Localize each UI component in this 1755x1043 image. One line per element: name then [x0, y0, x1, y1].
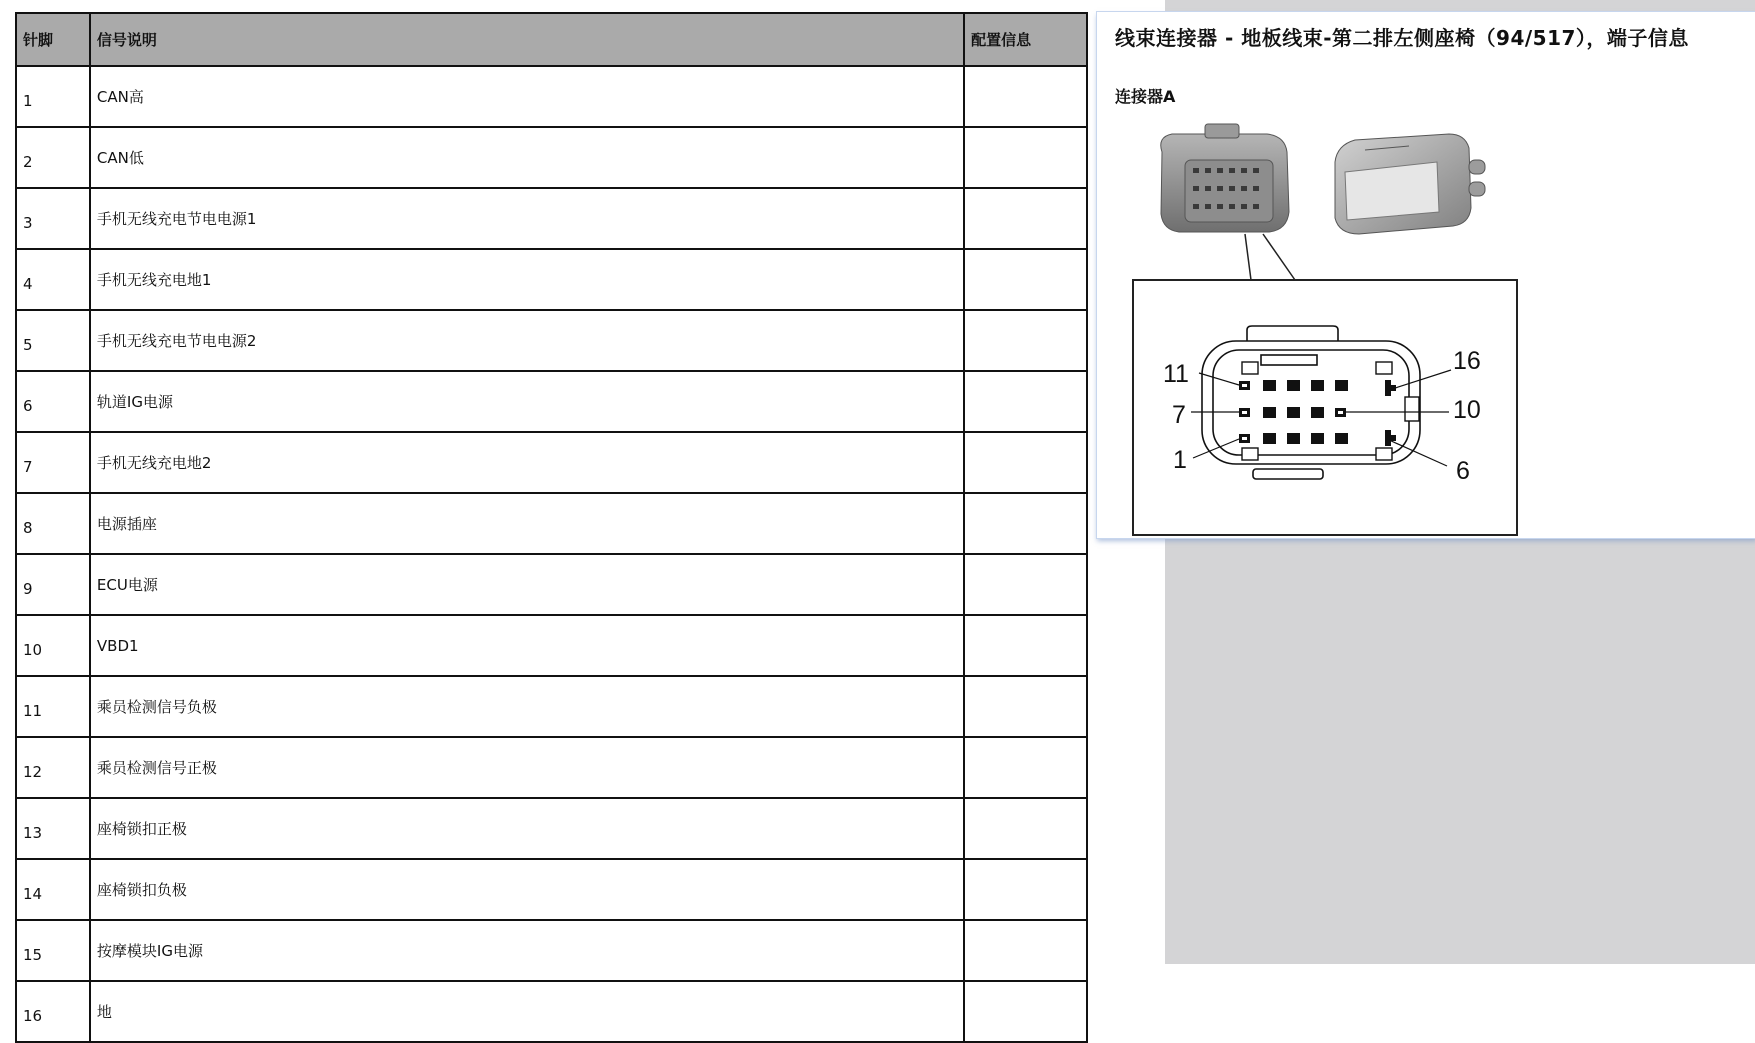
config-cell	[964, 432, 1087, 493]
male-connector-render	[1335, 134, 1485, 234]
table-row	[16, 127, 1087, 188]
table-header-row	[16, 13, 1087, 66]
pin-cell: 8	[16, 493, 90, 554]
table-row	[16, 798, 1087, 859]
signal-cell: 座椅锁扣正极	[90, 798, 964, 859]
table-row	[16, 188, 1087, 249]
connector-info-card	[1097, 12, 1755, 538]
signal-cell: 乘员检测信号正极	[90, 737, 964, 798]
pin-cell: 15	[16, 920, 90, 981]
config-cell	[964, 249, 1087, 310]
table-row	[16, 981, 1087, 1042]
callout-6: 6	[1456, 457, 1470, 485]
config-cell	[964, 920, 1087, 981]
config-cell	[964, 127, 1087, 188]
config-cell	[964, 859, 1087, 920]
signal-cell: 电源插座	[90, 493, 964, 554]
table-row	[16, 249, 1087, 310]
config-cell	[964, 66, 1087, 127]
pin-cell: 11	[16, 676, 90, 737]
signal-cell: CAN低	[90, 127, 964, 188]
pin-cell: 12	[16, 737, 90, 798]
config-cell	[964, 615, 1087, 676]
pin-cell: 4	[16, 249, 90, 310]
table-row	[16, 310, 1087, 371]
config-cell	[964, 188, 1087, 249]
callout-1: 1	[1173, 446, 1187, 474]
table-row	[16, 493, 1087, 554]
pin-cell: 3	[16, 188, 90, 249]
callout-16: 16	[1453, 347, 1481, 375]
table-row	[16, 737, 1087, 798]
female-connector-render	[1161, 124, 1289, 232]
signal-cell: 乘员检测信号负极	[90, 676, 964, 737]
signal-cell: ECU电源	[90, 554, 964, 615]
pin-cell: 2	[16, 127, 90, 188]
signal-cell: 手机无线充电节电电源2	[90, 310, 964, 371]
pin-table	[15, 12, 1088, 1043]
pin-cell: 10	[16, 615, 90, 676]
callout-11: 11	[1163, 360, 1189, 388]
config-cell	[964, 676, 1087, 737]
table-row	[16, 554, 1087, 615]
config-cell	[964, 371, 1087, 432]
config-cell	[964, 493, 1087, 554]
signal-cell: 地	[90, 981, 964, 1042]
header-signal: 信号说明	[90, 13, 964, 66]
callout-10: 10	[1453, 396, 1481, 424]
pin-cell: 14	[16, 859, 90, 920]
config-cell	[964, 554, 1087, 615]
pin-cell: 6	[16, 371, 90, 432]
header-pin: 针脚	[16, 13, 90, 66]
pin-cell: 16	[16, 981, 90, 1042]
signal-cell: 轨道IG电源	[90, 371, 964, 432]
table-row	[16, 432, 1087, 493]
config-cell	[964, 737, 1087, 798]
config-cell	[964, 310, 1087, 371]
signal-cell: CAN高	[90, 66, 964, 127]
pin-cell: 13	[16, 798, 90, 859]
signal-cell: VBD1	[90, 615, 964, 676]
table-row	[16, 859, 1087, 920]
table-row	[16, 676, 1087, 737]
pin-cell: 9	[16, 554, 90, 615]
signal-cell: 座椅锁扣负极	[90, 859, 964, 920]
table-row	[16, 66, 1087, 127]
config-cell	[964, 798, 1087, 859]
signal-cell: 手机无线充电地2	[90, 432, 964, 493]
signal-cell: 手机无线充电地1	[90, 249, 964, 310]
table-row	[16, 615, 1087, 676]
pin-cell: 7	[16, 432, 90, 493]
config-cell	[964, 981, 1087, 1042]
signal-cell: 按摩模块IG电源	[90, 920, 964, 981]
table-row	[16, 371, 1087, 432]
pin-cell: 1	[16, 66, 90, 127]
header-config: 配置信息	[964, 13, 1087, 66]
connector-diagram	[1097, 12, 1755, 538]
pin-cell: 5	[16, 310, 90, 371]
signal-cell: 手机无线充电节电电源1	[90, 188, 964, 249]
connector-label: 连接器A	[1115, 87, 1176, 106]
connector-title: 线束连接器 - 地板线束-第二排左侧座椅（94/517），端子信息	[1115, 26, 1689, 50]
callout-7: 7	[1172, 401, 1186, 429]
table-row	[16, 920, 1087, 981]
